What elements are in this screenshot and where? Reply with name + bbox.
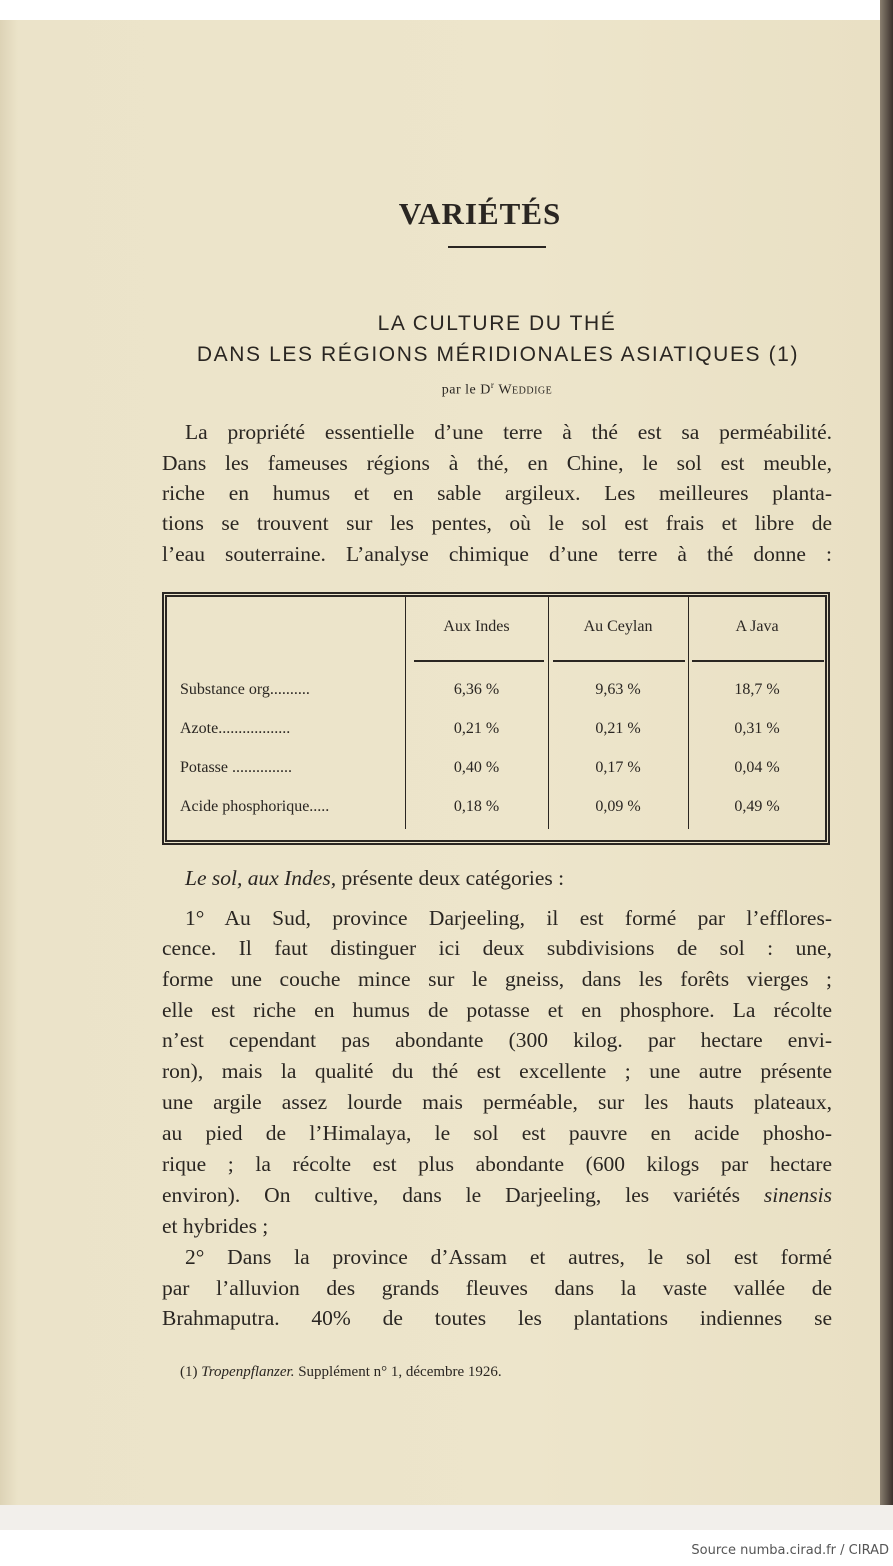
- footnote-text: Supplément n° 1, décembre 1926.: [294, 1364, 502, 1380]
- text-line: [162, 480, 832, 506]
- text-line: [162, 450, 832, 476]
- text-line: [162, 1089, 832, 1115]
- text-line: [162, 997, 832, 1023]
- section-title: VARIÉTÉS: [398, 196, 562, 231]
- line-text: une argile assez lourde mais perméable, sur les hauts plateaux,: [162, 1090, 832, 1114]
- article-title-line2: DANS LES RÉGIONS MÉRIDIONALES ASIATIQUES (1): [196, 343, 800, 366]
- italic-word: sinensis: [763, 1183, 832, 1207]
- title-rule: [448, 246, 546, 248]
- text-line: [162, 935, 832, 961]
- line-text: forme une couche mince sur le gneiss, dans les forêts vierges ;: [162, 967, 832, 991]
- row-label: Acide phosphorique.....: [180, 798, 330, 815]
- line-text: Brahmaputra. 40% de toutes les plantations indiennes se: [162, 1306, 832, 1330]
- line-text: Dans les fameuses régions à thé, en Chine, le sol est meuble,: [162, 451, 832, 475]
- row-label: Azote..................: [180, 720, 291, 737]
- text-line: [162, 1182, 832, 1208]
- table-cell: 0,04 %: [734, 759, 780, 776]
- table-cell: 0,17 %: [595, 759, 641, 776]
- line-text: elle est riche en humus de potasse et en phosphore. La récolte: [162, 998, 832, 1022]
- article-title-line1: LA CULTURE DU THÉ: [377, 312, 617, 335]
- text-line: [162, 1120, 832, 1146]
- line-text: 2° Dans la province d’Assam et autres, le sol est formé: [185, 1245, 832, 1269]
- footnote: [180, 1364, 502, 1381]
- text-line: [162, 510, 832, 536]
- paragraph-2-text: présente deux catégories :: [336, 866, 565, 890]
- italic-lead: Le sol, aux Indes,: [185, 866, 337, 890]
- text-line: [185, 419, 832, 445]
- line-text: cence. Il faut distinguer ici deux subdivisions de sol : une,: [162, 936, 832, 960]
- line-text: au pied de l’Himalaya, le sol est pauvre en acide phosho-: [162, 1121, 832, 1145]
- byline-sup: r: [490, 380, 495, 390]
- line-text: rique ; la récolte est plus abondante (600 kilogs par hectare: [162, 1152, 832, 1176]
- byline-prefix: par le D: [441, 382, 491, 398]
- table-cell: 0,09 %: [595, 798, 641, 815]
- col-header-java: A Java: [735, 618, 779, 635]
- text-line: [162, 1305, 832, 1331]
- source-credit: Source numba.cirad.fr / CIRAD: [691, 1543, 889, 1558]
- paragraph-2: [185, 865, 785, 891]
- line-text: La propriété essentielle d’une terre à thé est sa perméabilité.: [185, 420, 832, 444]
- table-cell: 6,36 %: [453, 681, 500, 698]
- footnote-source: Tropenpflanzer.: [201, 1364, 295, 1380]
- text-line: [162, 541, 832, 567]
- header-rule: [553, 660, 685, 662]
- table-cell: 9,63 %: [595, 681, 641, 698]
- table-cell: 0,18 %: [453, 798, 500, 815]
- table-cell: 0,31 %: [734, 720, 780, 737]
- header-rule: [414, 660, 544, 662]
- table-cell: 0,40 %: [453, 759, 500, 776]
- text-line: [162, 1058, 832, 1084]
- text-line: [185, 905, 832, 931]
- text-line: [162, 1275, 832, 1301]
- line-text: environ). On cultive, dans le Darjeeling, les variétés: [162, 1183, 764, 1207]
- header-rule: [692, 660, 824, 662]
- line-text: par l’alluvion des grands fleuves dans la vaste vallée de: [162, 1276, 832, 1300]
- line-text: n’est cependant pas abondante (300 kilog. par hectare envi-: [162, 1028, 832, 1052]
- row-label: Substance org..........: [180, 681, 310, 698]
- text-line: [162, 1027, 832, 1053]
- book-edge: [880, 0, 893, 1530]
- table-cell: 0,21 %: [595, 720, 641, 737]
- byline: [340, 380, 654, 399]
- footnote-number: (1): [180, 1364, 202, 1380]
- line-text: 1° Au Sud, province Darjeeling, il est formé par l’efflores-: [185, 906, 832, 930]
- scan-background: [0, 1505, 893, 1530]
- col-header-ceylan: Au Ceylan: [583, 618, 653, 635]
- table-cell: 18,7 %: [734, 681, 780, 698]
- line-text: tions se trouvent sur les pentes, où le sol est frais et libre de: [162, 511, 832, 535]
- line-text: ron), mais la qualité du thé est excellente ; une autre présente: [162, 1059, 832, 1083]
- text-line: [162, 1151, 832, 1177]
- row-label: Potasse ...............: [180, 759, 292, 776]
- text-line: [185, 1244, 832, 1270]
- table-cell: 0,21 %: [453, 720, 500, 737]
- col-header-indes: Aux Indes: [443, 618, 510, 635]
- line-text: l’eau souterraine. L’analyse chimique d’une terre à thé donne :: [162, 542, 832, 566]
- text-line: et hybrides ;: [162, 1214, 269, 1238]
- table-cell: 0,49 %: [734, 798, 780, 815]
- text-line: [162, 966, 832, 992]
- line-text: riche en humus et en sable argileux. Les meilleures planta-: [162, 481, 832, 505]
- author-name: Weddige: [498, 382, 553, 398]
